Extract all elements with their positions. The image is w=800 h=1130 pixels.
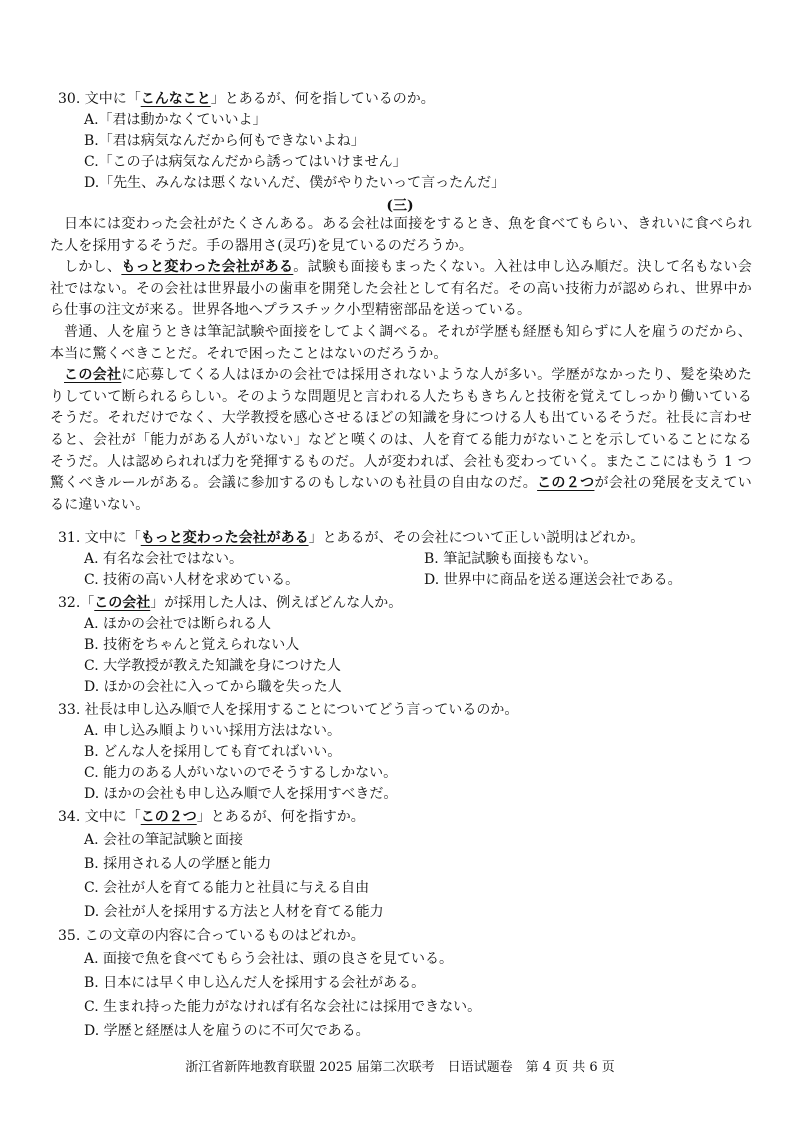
option-d: D. 世界中に商品を送る運送会社である。: [424, 572, 682, 588]
option-d: D.「先生、みんなは悪くないんだ、僕がやりたいって言ったんだ」: [84, 175, 506, 191]
option-d: D. 学歴と経歴は人を雇うのに不可欠である。: [84, 1023, 370, 1039]
question-stem: 35. この文章の内容に合っているものはどれか。: [58, 928, 365, 944]
option-a: A. ほかの会社では断られる人: [84, 616, 272, 632]
option-a: A. 会社の筆記試験と面接: [84, 832, 244, 848]
option-c: C. 技術の高い人材を求めている。: [84, 572, 300, 588]
option-c: C. 生まれ持った能力がなければ有名な会社には採用できない。: [84, 999, 482, 1015]
underlined-phrase: こんなこと: [140, 91, 211, 107]
underlined-phrase: もっと変わった会社がある: [121, 259, 294, 276]
option-c: C.「この子は病気なんだから誘ってはいけません」: [84, 154, 407, 170]
paragraph-text: が会社の発展を支えているに違いない。: [50, 475, 752, 513]
stem-text: 30. 文中に「: [58, 91, 141, 107]
passage-paragraph-4: [50, 365, 752, 516]
option-b: B. どんな人を採用しても育てればいい。: [84, 744, 342, 760]
section-title: (三): [386, 198, 414, 214]
question-stem: [58, 88, 758, 110]
option-b: B.「君は病気なんだから何もできないよね」: [84, 133, 365, 149]
option-a: A. 有名な会社ではない。: [84, 551, 244, 567]
option-b: B. 採用される人の学歴と能力: [84, 856, 272, 872]
question-33: [58, 699, 758, 805]
stem-text: 32.「: [58, 595, 95, 611]
question-34: [58, 806, 758, 924]
stem-text: 」とあるが、何を指すか。: [196, 809, 365, 825]
stem-text: 」が採用した人は、例えばどんな人か。: [150, 595, 403, 611]
stem-text: 」とあるが、その会社について正しい説明はどれか。: [308, 530, 645, 546]
option-a: A. 申し込み順よりいい採用方法はない。: [84, 723, 342, 739]
stem-text: 31. 文中に「: [58, 530, 141, 546]
underlined-phrase: この２つ: [537, 475, 595, 492]
option-d: D. ほかの会社も申し込み順で人を採用すべきだ。: [84, 786, 398, 802]
option-c: C. 能力のある人がいないのでそうするしかない。: [84, 765, 398, 781]
underlined-phrase: この２つ: [140, 809, 197, 825]
paragraph-text: 。試験も面接もまったくない。入社は申し込み順だ。決して名もない会社ではない。その会社は世界最小の歯車を開発した会社として有名だ。その高い技術力が認められ、世界中から仕事の注文が来る。世界各地へプラスチック小型精密部品を送っている。: [50, 259, 752, 319]
underlined-phrase: この会社: [94, 595, 151, 611]
option-a: A. 面接で魚を食べてもらう会社は、頭の良さを見ている。: [84, 951, 454, 967]
option-b: B. 技術をちゃんと覚えられない人: [84, 637, 300, 653]
question-31: [58, 527, 758, 591]
option-c: C. 会社が人を育てる能力と社員に与える自由: [84, 880, 370, 896]
question-stem: 33. 社長は申し込み順で人を採用することについてどう言っているのか。: [58, 702, 519, 718]
question-stem: [58, 527, 758, 549]
underlined-phrase: もっと変わった会社がある: [140, 530, 309, 546]
passage-paragraph-2: [50, 257, 752, 322]
underlined-phrase: この会社: [64, 367, 122, 384]
option-row: [58, 570, 758, 591]
paragraph-text: に応募してくる人はほかの会社では採用されないような人が多い。学歴がなかったり、髪を染めたりしていて断られるらしい。そのような問題児と言われる人たちもきちんと技術を覚えてしっかり働いているそうだ。それだけでなく、大学教授を感心させるほどの知識を身につける人も出ているそうだ。社長に言わせると、会社が「能力がある人がいない」などと嘆くのは、人を育てる能力がないことを示していることになるそうだ。人は認められれば力を発揮するものだ。人が変われば、会社も変わっていく。またここにはもう 1 つ驚くべきルールがある。会議に参加するのもしないのも社員の自由なのだ。: [50, 367, 752, 492]
stem-text: 」とあるが、何を指しているのか。: [210, 91, 435, 107]
question-35: [58, 925, 758, 1043]
page-footer: 浙江省新阵地教育联盟 2025 届第二次联考 日语试题卷 第 4 页 共 6 页: [185, 1060, 615, 1075]
questions-31-35: [58, 527, 758, 1043]
option-d: D. ほかの会社に入ってから職を失った人: [84, 679, 342, 695]
option-row: [58, 549, 758, 570]
paragraph-text: しかし、: [64, 259, 122, 276]
option-c: C. 大学教授が教えた知識を身につけた人: [84, 658, 341, 674]
passage-paragraph-1: 日本には変わった会社がたくさんある。ある会社は面接をするとき、魚を食べてもらい、きれいに食べられた人を採用するそうだ。手の器用さ(灵巧)を見ているのだろうか。: [50, 216, 752, 254]
reading-passage: [50, 214, 752, 516]
option-b: B. 筆記試験も面接もない。: [424, 551, 598, 567]
question-stem: [58, 592, 758, 614]
passage-paragraph-3: 普通、人を雇うときは筆記試験や面接をしてよく調べる。それが学歴も経歴も知らずに人を雇うのだから、本当に驚くべきことだ。それで困ったことはないのだろうか。: [50, 323, 752, 362]
question-32: [58, 592, 758, 698]
option-a: A.「君は動かなくていいよ」: [84, 112, 267, 128]
option-d: D. 会社が人を採用する方法と人材を育てる能力: [84, 904, 384, 920]
question-30: [58, 88, 758, 194]
option-b: B. 日本には早く申し込んだ人を採用する会社がある。: [84, 975, 426, 991]
stem-text: 34. 文中に「: [58, 809, 141, 825]
question-stem: [58, 806, 758, 828]
